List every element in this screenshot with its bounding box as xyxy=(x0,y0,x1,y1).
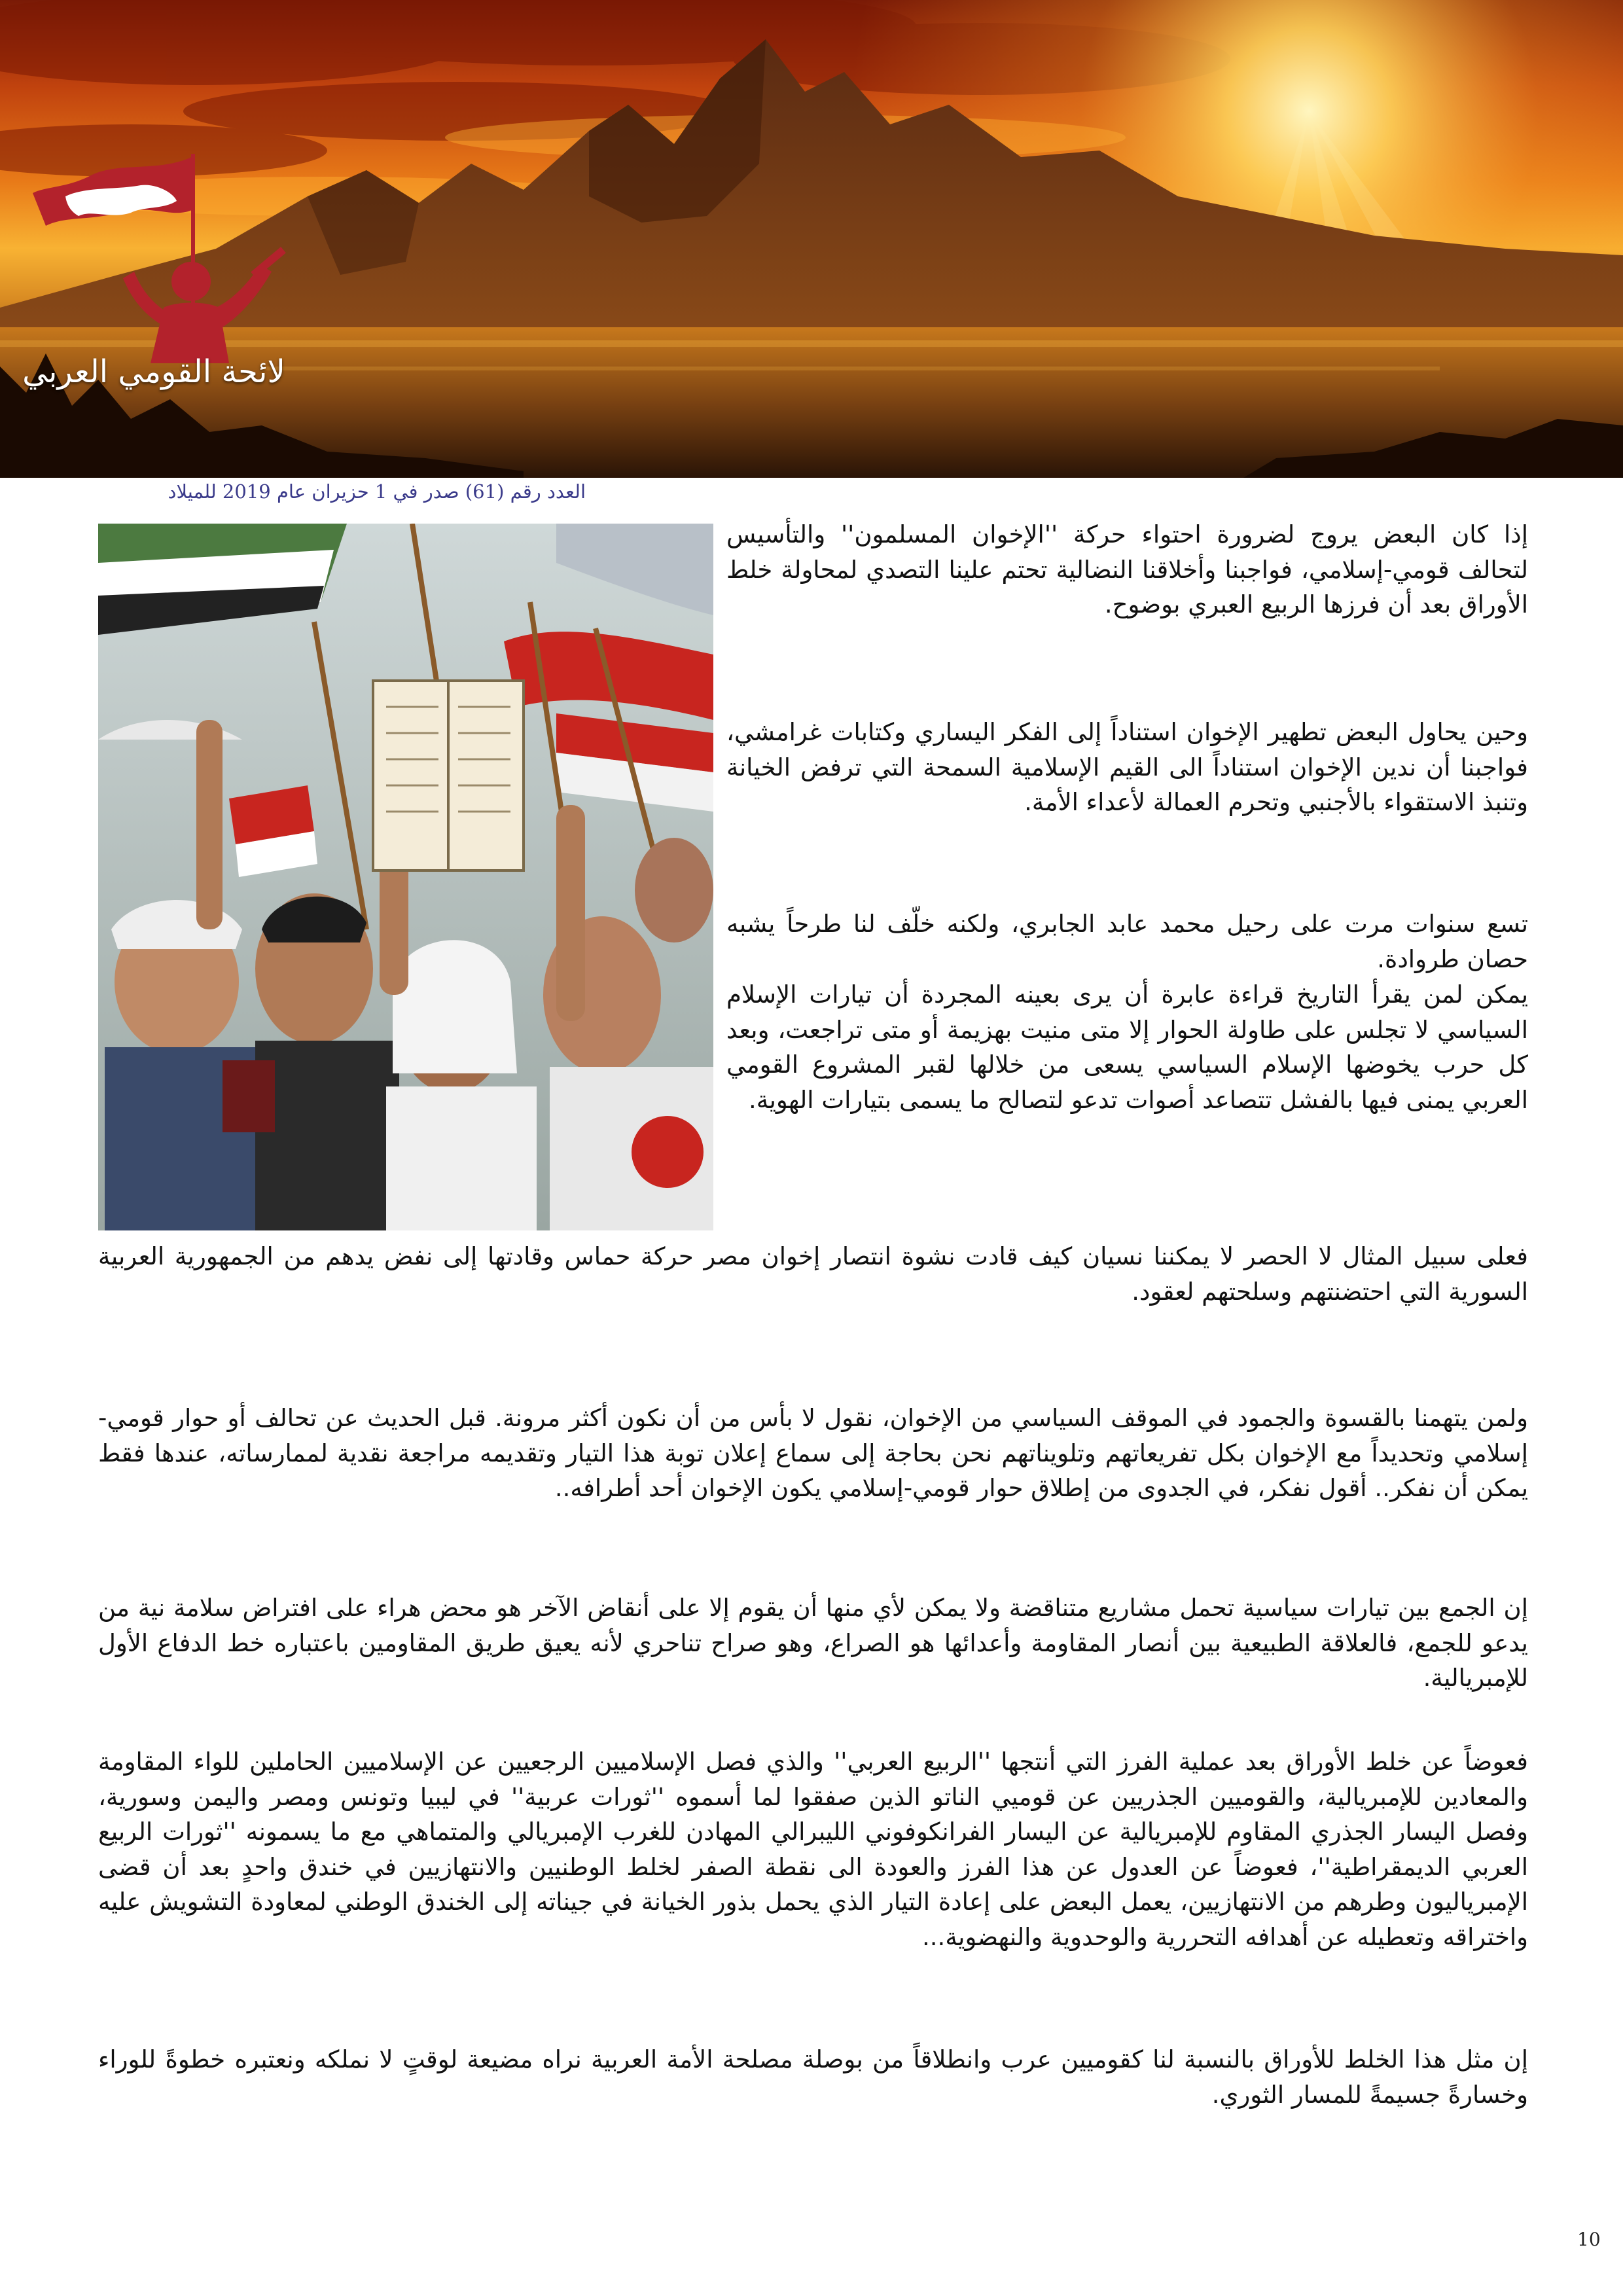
article-paragraph-8: فعوضاً عن خلط الأوراق بعد عملية الفرز التي أنتجها ''الربيع العربي'' والذي فصل الإسلاميين الرجعيين عن الإسلاميين الحاملين للواء المقاومة والمعادين للإمبريالية، والقوميين الجذريين عن قوميي الناتو الذين صفقوا لما أسموه ''ثورات عربية'' في ليبيا وتونس ومصر واليمن وسورية، وفصل اليسار الجذري المقاوم للإمبريالية عن اليسار الفرانكوفوني الليبرالي المهادن للغرب الإمبريالي والمتماهي مع ما يسمونه ''ثورات الربيع العربي الديمقراطية''، فعوضاً عن العدول عن هذا الفرز والعودة الى نقطة الصفر لخلط الوطنيين والانتهازيين في خندق واحدٍ بعد أن قضى الإمبرياليون وطرهم من الانتهازيين، يعمل البعض على إعادة التيار الذي يحمل بذور الخيانة في جيناته إلى الخندق الوطني لمعاودة التشويش عليه واختراقه وتعطيله عن أهدافه التحررية والوحدوية والنهضوية... xyxy=(98,1748,1528,1951)
logo-caption: لائحة القومي العربي xyxy=(22,353,285,390)
protest-crowd-photo xyxy=(98,524,713,1230)
article-paragraph-2: وحين يحاول البعض تطهير الإخوان استناداً إلى الفكر اليساري وكتابات غرامشي، فواجبنا أن ندين الإخوان استناداً الى القيم الإسلامية السمحة التي ترفض الخيانة وتنبذ الاستقواء بالأجنبي وتحرم العمالة لأعداء الأمة. xyxy=(726,718,1528,816)
page-number: 10 xyxy=(1577,2229,1601,2250)
article-paragraph-3: تسع سنوات مرت على رحيل محمد عابد الجابري، ولكنه خلّف لنا طرحاً يشبه حصان طروادة. xyxy=(726,910,1528,973)
article-photo xyxy=(98,524,713,1230)
article-paragraph-6: ولمن يتهمنا بالقسوة والجمود في الموقف السياسي من الإخوان، نقول لا بأس من أن نكون أكثر مرونة. قبل الحديث عن تحالف أو حوار قومي-إسلامي وتحديداً مع الإخوان بكل تفريعاتهم وتلويناتهم نحن بحاجة إلى سماع إعلان توبة هذا التيار وتقديمه مراجعة نقدية لممارساته، عندها فقط يمكن أن نفكر.. أقول نفكر، في الجدوى من إطلاق حوار قومي-إسلامي يكون الإخوان أحد أطرافه.. xyxy=(98,1404,1528,1502)
article-paragraph-9: إن مثل هذا الخلط للأوراق بالنسبة لنا كقوميين عرب وانطلاقاً من بوصلة مصلحة الأمة العربية نراه مضيعة لوقتٍ لا نملكه ونعتبره خطوةً للوراء وخسارةً جسيمةً للمسار الثوري. xyxy=(98,2045,1528,2109)
header-banner xyxy=(0,0,1623,478)
article-paragraph-1: إذا كان البعض يروج لضرورة احتواء حركة ''الإخوان المسلمون'' والتأسيس لتحالف قومي-إسلامي، فواجبنا وأخلاقنا النضالية تحتم علينا التصدي لمحاولة خلط الأوراق بعد أن فرزها الربيع العبري بوضوح. xyxy=(726,520,1528,619)
article-paragraph-5: فعلى سبيل المثال لا الحصر لا يمكننا نسيان كيف قادت نشوة انتصار إخوان مصر حركة حماس وقادتها إلى نفض يدهم من الجمهورية العربية السورية التي احتضنتهم وسلحتهم لعقود. xyxy=(98,1242,1528,1306)
issue-line: العدد رقم (61) صدر في 1 حزيران عام 2019 للميلاد xyxy=(168,480,586,503)
article-paragraph-4: يمكن لمن يقرأ التاريخ قراءة عابرة أن يرى بعينه المجردة أن تيارات الإسلام السياسي لا تجلس على طاولة الحوار إلا متى منيت بهزيمة أو متى تراجعت، وبعد كل حرب يخوضها الإسلام السياسي يسعى من خلالها لقبر المشروع القومي العربي يمنى فيها بالفشل تتصاعد أصوات تدعو لتصالح ما يسمى بتيارات الهوية. xyxy=(726,980,1528,1114)
article-paragraph-7: إن الجمع بين تيارات سياسية تحمل مشاريع متناقضة ولا يمكن لأي منها أن يقوم إلا على أنقاض الآخر هو محض هراء على افتراض سلامة نية من يدعو للجمع، فالعلاقة الطبيعية بين أنصار المقاومة وأعدائها هو الصراع، وهو صراح تناحري لأنه يعيق طريق المقاومين باعتباره خط الدفاع الأول للإمبريالية. xyxy=(98,1594,1528,1692)
